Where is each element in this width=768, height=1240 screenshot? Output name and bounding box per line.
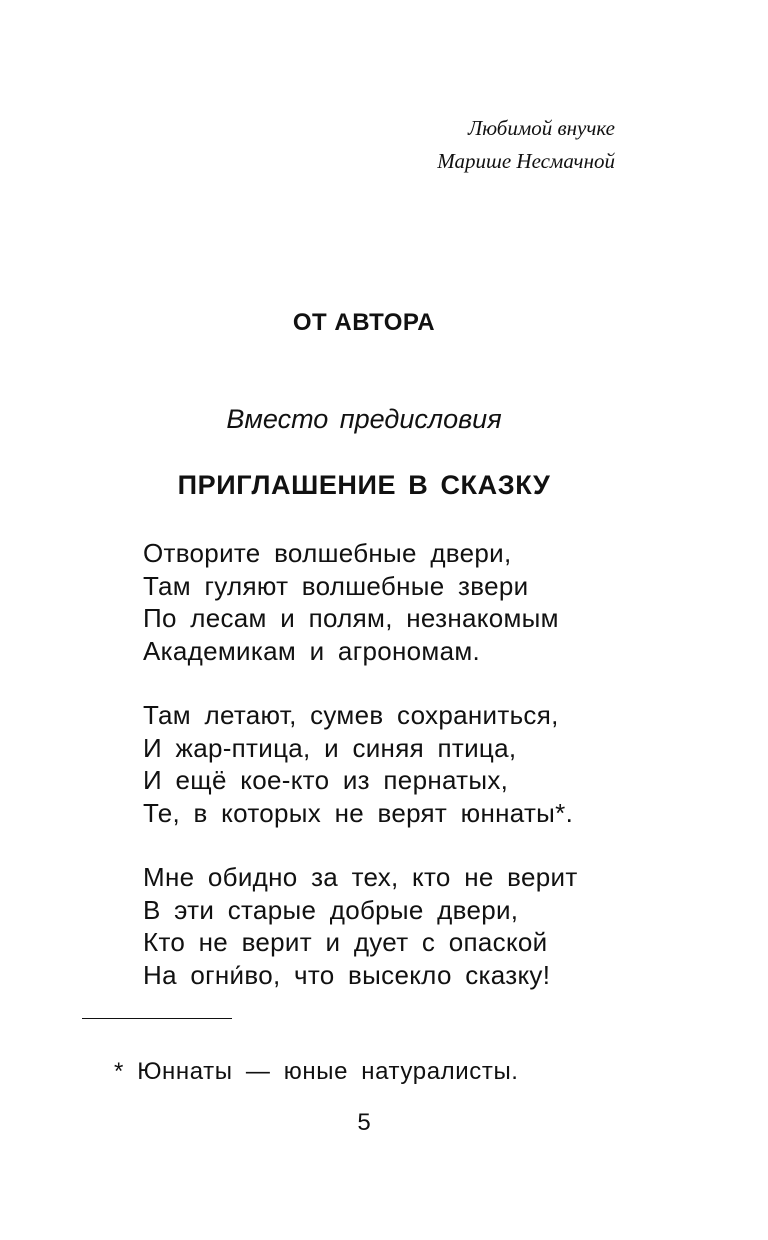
poem-line: Отворите волшебные двери, (143, 538, 512, 568)
poem-line: Академикам и агрономам. (143, 635, 481, 666)
stanza (143, 861, 578, 991)
poem-line: По лесам и полям, незнакомым (143, 603, 559, 633)
footnote-divider (82, 1018, 232, 1019)
section-title: ОТ АВТОРА (292, 309, 436, 336)
poem-line: Мне обидно за тех, кто не верит (143, 862, 578, 892)
dedication-line: Марише Несмачной (437, 149, 615, 173)
stanza (143, 537, 578, 667)
poem-line: Те, в которых не верят юннаты*. (143, 797, 574, 828)
poem-line: На огни́во, что высекло сказку! (143, 959, 551, 990)
poem-title: ПРИГЛАШЕНИЕ В СКАЗКУ (177, 470, 551, 500)
dedication (437, 112, 615, 178)
dedication-line: Любимой внучке (468, 116, 615, 140)
poem-line: И ещё кое-кто из пернатых, (143, 765, 509, 795)
poem-line: Там летают, сумев сохраниться, (143, 700, 559, 730)
stanza (143, 699, 578, 829)
poem-line: Кто не верит и дует с опаской (143, 927, 548, 957)
footnote: * Юннаты — юные натуралисты. (114, 1058, 519, 1085)
poem-line: Там гуляют волшебные звери (143, 570, 529, 601)
subtitle: Вместо предисловия (226, 404, 502, 434)
poem (143, 537, 578, 1023)
poem-line: В эти старые добрые двери, (143, 894, 519, 925)
poem-line: И жар-птица, и синяя птица, (143, 732, 517, 763)
page-number: 5 (357, 1109, 371, 1136)
